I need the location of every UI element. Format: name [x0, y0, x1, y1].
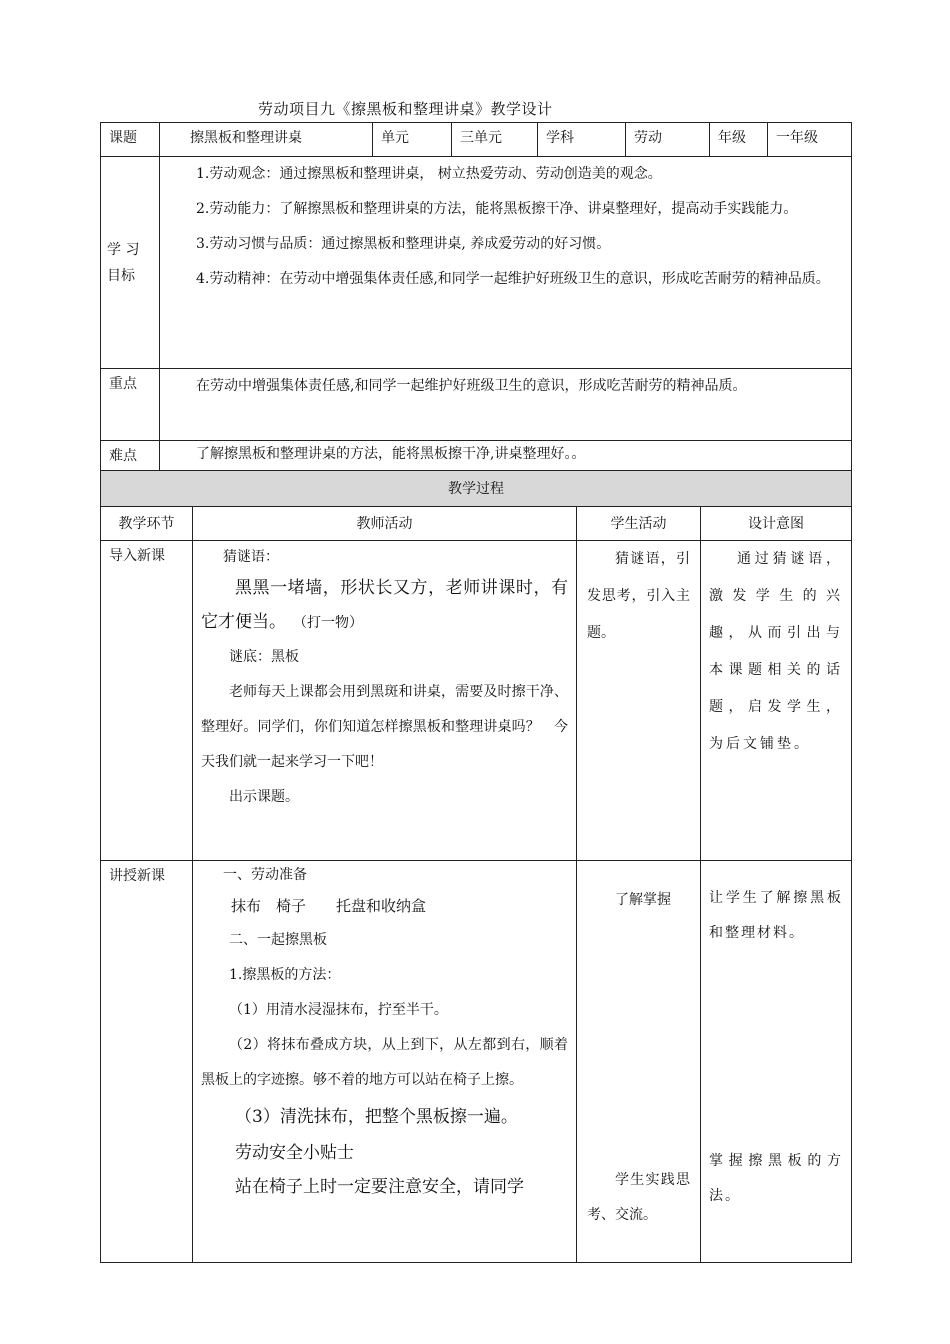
goal-item: 2.劳动能力：了解擦黑板和整理讲桌的方法，能将黑板擦干净、讲桌整理好，提高动手实践能力。	[196, 201, 798, 217]
intro-intent-text: 通过猜谜语，激发学生的兴趣，从而引出与本课题相关的话题，启发学生，为后文铺垫。	[709, 551, 843, 752]
goals-row	[101, 157, 852, 369]
intro-paragraph: 老师每天上课都会用到黑斑和讲桌，需要及时擦干净、整理好。同学们，你们知道怎样擦黑板和整理讲桌吗？ 今天我们就一起来学习一下吧！	[201, 684, 568, 770]
info-table	[100, 122, 852, 473]
teach-intent	[701, 861, 852, 1263]
difficulty-text: 了解擦黑板和整理讲桌的方法，能将黑板擦干净,讲桌整理好。。	[196, 446, 586, 462]
method-title: 1.擦黑板的方法：	[229, 967, 341, 983]
unit-value: 三单元	[452, 123, 538, 157]
method-step-1: （1）用清水浸湿抹布，拧至半干。	[229, 1002, 448, 1018]
process-title: 教学过程	[101, 471, 852, 507]
grade-label: 年级	[710, 123, 768, 157]
col-intent: 设计意图	[701, 507, 852, 541]
goal-item: 3.劳动习惯与品质：通过擦黑板和整理讲桌, 养成爱劳动的好习惯。	[196, 236, 611, 252]
process-header-row	[101, 507, 852, 541]
difficulty-content	[160, 441, 852, 473]
difficulty-label: 难点	[101, 441, 160, 473]
intro-row	[101, 541, 852, 861]
intro-student-text: 猜谜语，引发思考，引入主题。	[587, 551, 690, 641]
goal-item: 1.劳动观念：通过擦黑板和整理讲桌， 树立热爱劳动、劳动创造美的观念。	[196, 166, 662, 182]
prep-tools: 抹布 椅子 托盘和收纳盒	[231, 897, 427, 915]
teach-student-1: 了解掌握	[615, 892, 671, 908]
prep-title: 一、劳动准备	[223, 867, 307, 883]
process-table	[100, 470, 852, 1263]
safety-text: 站在椅子上时一定要注意安全，请同学	[235, 1177, 524, 1197]
subject-value: 劳动	[626, 123, 710, 157]
method-step-3: （3）清洗抹布，把整个黑板擦一遍。	[235, 1107, 518, 1127]
teach-intent-1: 让学生了解擦黑板和整理材料。	[709, 890, 843, 941]
goals-content	[160, 157, 852, 369]
teach-student-2: 学生实践思考、交流。	[587, 1172, 690, 1223]
key-point-label: 重点	[101, 369, 160, 441]
riddle-label: 猜谜语：	[223, 549, 279, 565]
safety-title: 劳动安全小贴士	[235, 1143, 354, 1163]
header-row	[101, 123, 852, 157]
teach-intent-2: 掌握擦黑板的方法。	[709, 1153, 843, 1204]
col-teacher: 教师活动	[193, 507, 577, 541]
intro-student	[577, 541, 701, 861]
unit-label: 单元	[373, 123, 452, 157]
key-point-row	[101, 369, 852, 441]
goals-label-line-1: 学 习	[107, 241, 140, 258]
show-topic: 出示课题。	[229, 789, 299, 805]
riddle-answer: 谜底：黑板	[229, 649, 299, 665]
riddle-text-main: 黑黑一堵墙，形状长又方，老师讲课时，有它才便当。	[201, 578, 568, 632]
document-title: 劳动项目九《擦黑板和整理讲桌》教学设计	[258, 100, 553, 118]
grade-value: 一年级	[768, 123, 852, 157]
subject-label: 学科	[538, 123, 626, 157]
key-point-content	[160, 369, 852, 441]
teach-teacher	[193, 861, 577, 1263]
goals-label	[101, 157, 160, 369]
teach-stage: 讲授新课	[101, 861, 193, 1263]
goals-label-line-2: 目标	[107, 267, 135, 284]
col-stage: 教学环节	[101, 507, 193, 541]
intro-intent	[701, 541, 852, 861]
process-title-row	[101, 471, 852, 507]
teach-row	[101, 861, 852, 1263]
riddle-text	[201, 571, 568, 640]
intro-teacher	[193, 541, 577, 861]
intro-stage: 导入新课	[101, 541, 193, 861]
wipe-title: 二、一起擦黑板	[229, 932, 327, 948]
topic-value: 擦黑板和整理讲桌	[160, 123, 373, 157]
riddle-hint: （打一物）	[300, 615, 363, 631]
col-student: 学生活动	[577, 507, 701, 541]
topic-label: 课题	[101, 123, 160, 157]
method-step-2: （2）将抹布叠成方块，从上到下，从左都到右，顺着黑板上的字迹擦。够不着的地方可以站在椅子上擦。	[201, 1037, 568, 1088]
goal-item: 4.劳动精神：在劳动中增强集体责任感,和同学一起维护好班级卫生的意识，形成吃苦耐劳的精神品质。	[196, 271, 830, 287]
teach-student	[577, 861, 701, 1263]
key-point-text: 在劳动中增强集体责任感,和同学一起维护好班级卫生的意识，形成吃苦耐劳的精神品质。	[196, 378, 747, 394]
difficulty-row	[101, 441, 852, 473]
